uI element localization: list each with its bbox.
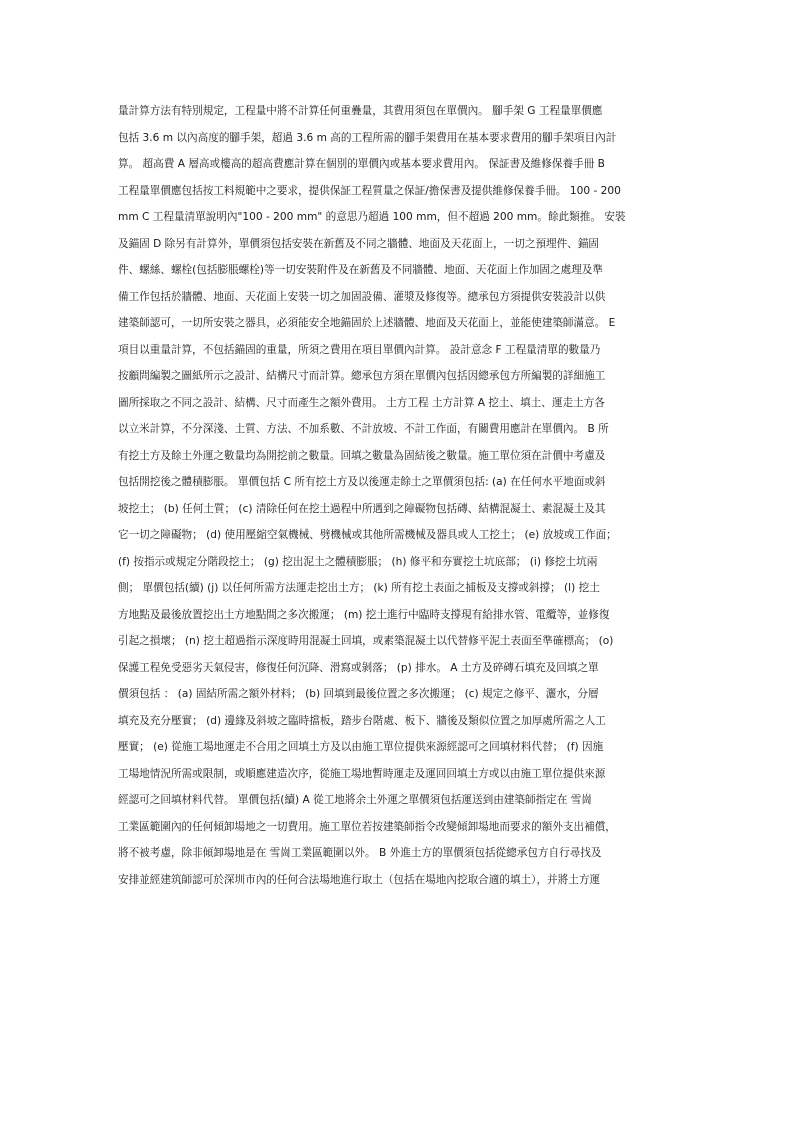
text-line-12: 圖所採取之不同之設計、結構、尺寸而產生之額外費用。 土方工程 土方計算 A 挖土、填土、運走土方各 bbox=[118, 396, 605, 409]
text-line-28: 工業區範圍內的任何傾卸場地之一切費用。施工單位若按建築師指令改變傾卸場地而要求的額外支出補償， bbox=[118, 820, 616, 833]
text-line-25: 壓實； (e) 從施工場地運走不合用之回填土方及以由施工單位提供來源經認可之回填材料代替； (f) 因施 bbox=[118, 741, 604, 753]
text-line-11: 按顧問編製之圖紙所示之設計、結構尺寸而計算。總承包方須在單價內包括因總承包方所編製的詳細施工 bbox=[118, 370, 606, 382]
text-line-29: 將不被考慮，除非傾卸場地是在 雪崗工業區範圍以外。 B 外進土方的單價須包括從總承包方自行尋找及 bbox=[118, 847, 602, 859]
text-line-13: 以立米計算，不分深淺、土質、方法、不加系數、不計放坡、不計工作面，有關費用應計在單價內。 B 所 bbox=[118, 423, 609, 435]
text-line-16: 坡挖土； (b) 任何土質； (c) 清除任何在挖土過程中所遇到之障礙物包括磚、結構混凝土、素混凝土及其 bbox=[118, 502, 606, 515]
text-line-19: 側； 單價包括(續) (j) 以任何所需方法運走挖出土方； (k) 所有挖土表面之捕板及支撐或斜撐； (l) 挖土 bbox=[118, 582, 600, 594]
text-line-27: 經認可之回填材料代替。 單價包括(續) A 從工地將余土外運之單價須包括運送到由建築師指定在 雪崗 bbox=[118, 794, 592, 806]
text-line-4: 工程量單價應包括按工料規範中之要求，提供保証工程質量之保証/擔保書及提供維修保養手冊。 100 - 200 bbox=[118, 184, 621, 197]
document-body bbox=[118, 98, 686, 893]
text-line-6: 及錨固 D 除另有計算外，單價須包括安裝在新舊及不同之牆體、地面及天花面上，一切之預埋件、錨固 bbox=[118, 237, 600, 250]
text-line-21: 引起之損壞； (n) 挖土超過指示深度時用混凝土回填，或素築混凝土以代替修平泥土表面至準確標高； (o) bbox=[118, 635, 614, 647]
text-line-22: 保護工程免受惡劣天氣侵害，修復任何沉降、滑寫或剝落； (p) 排水。 A 土方及碎磚石填充及回填之單 bbox=[118, 661, 599, 674]
text-line-23: 價須包括 ： (a) 固結所需之額外材料； (b) 回填到最後位置之多次搬運； (c) 規定之修平、灑水，分層 bbox=[118, 688, 599, 700]
text-line-18: (f) 按指示或規定分階段挖土； (g) 挖出泥土之體積膨脹； (h) 修平和夯實挖土坑底部； (i) 修挖土坑兩 bbox=[118, 555, 598, 568]
text-line-20: 方地點及最後放置挖出土方地點間之多次搬運； (m) 挖土進行中臨時支撐現有給排水管、電纜等，並修復 bbox=[118, 608, 610, 621]
text-line-9: 建築師認可，一切所安裝之器具，必須能安全地錨固於上述牆體、地面及天花面上，並能使建築師滿意。 E bbox=[118, 317, 616, 329]
text-line-17: 它一切之障礙物； (d) 使用壓縮空氣機械、劈機械或其他所需機械及器具或人工挖土； (e) 放坡或工作面； bbox=[118, 529, 617, 541]
text-line-1: 量計算方法有特別規定，工程量中將不計算任何重疊量，其費用須包在單價內。 腳手架 G 工程量單價應 bbox=[118, 105, 603, 117]
text-line-8: 備工作包括於牆體、地面、天花面上安裝一切之加固設備、灌漿及修復等。總承包方須提供安裝設計以供 bbox=[118, 290, 606, 303]
text-line-26: 工場地情況所需或限制，或順應建造次序，從施工場地暫時運走及運回回填土方或以由施工單位提供來源 bbox=[118, 767, 606, 780]
text-line-15: 包括開挖後之體積膨脹。 單價包括 C 所有挖土方及以後運走餘土之單價須包括: (a) 在任何水平地面或斜 bbox=[118, 476, 606, 488]
text-line-7: 件、螺絲、螺栓(包括膨脹螺栓)等一切安裝附件及在新舊及不同牆體、地面、天花面上作加固之處理及準 bbox=[118, 264, 603, 276]
text-line-30: 安排並經建筑師認可於深圳市內的任何合法場地進行取土（包括在場地內挖取合適的填土），并將土方運 bbox=[118, 873, 601, 886]
text-line-24: 填充及充分壓實； (d) 邊緣及斜坡之臨時擋板，踏步台階處、板下、牆後及類似位置之加厚處所需之人工 bbox=[118, 714, 606, 727]
text-line-14: 有挖土方及餘土外運之數量均為開挖前之數量。回填之數量為固結後之數量。施工單位須在計價中考慮及 bbox=[118, 449, 606, 462]
text-line-10: 項目以重量計算，不包括錨固的重量，所須之費用在項目單價內計算。 設計意念 F 工程量清單的數量乃 bbox=[118, 343, 601, 356]
text-line-5: mm C 工程量清單說明內"100 - 200 mm" 的意思乃超過 100 mm，但不超過 200 mm。餘此類推。 安裝 bbox=[118, 211, 626, 223]
text-line-3: 算。 超高費 A 層高或樓高的超高費應計算在個別的單價內或基本要求費用內。 保証書及維修保養手冊 B bbox=[118, 158, 605, 170]
text-line-2: 包括 3.6 m 以內高度的腳手架，超過 3.6 m 高的工程所需的腳手架費用在基本要求費用的腳手架項目內計 bbox=[118, 131, 617, 144]
